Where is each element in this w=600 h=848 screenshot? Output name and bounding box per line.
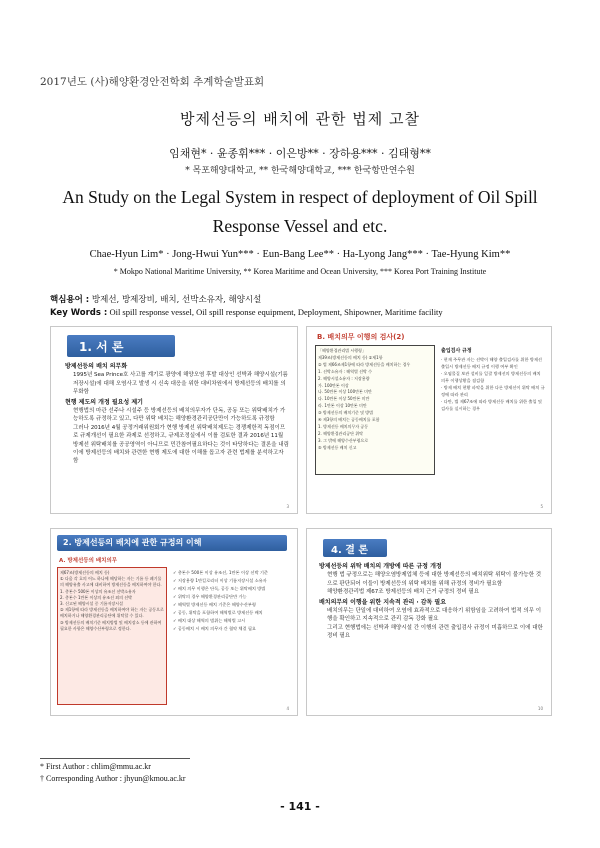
slide-page-number: 5 xyxy=(540,504,543,509)
page-number: - 141 - xyxy=(280,800,320,813)
inspection-notes xyxy=(441,347,545,412)
bullet-text: 현행법의 마관 선주나 시설주 등 방제선등의 배치의무자가 단독, 공동 또는 위탁배치가 가능하도록 규정하고 있고, 다만 위탁 배치는 해양환경관리공단만이 가능하도록 규정함 xyxy=(73,408,286,423)
note-line: ✓ 해역별 방제선등 배치 기준은 해양수산부령 xyxy=(173,602,256,607)
korean-authors: 임채현* · 윤종휘*** · 이은방** · 장하용*** · 김태형** xyxy=(169,147,431,160)
law-text-line: 제67조(방제선등의 배치 등) xyxy=(60,570,110,575)
law-text-line: 가. 100만톤 이상 xyxy=(318,382,349,388)
note-line: ✓ 배치 의무 이행은 단독, 공동 또는 위탁배치 방법 xyxy=(173,586,266,591)
notes-heading: 출입검사 규정 xyxy=(441,348,472,354)
notes-lines xyxy=(173,569,291,633)
law-text-line: ③ 방제선등의 배치기준 및 방법 xyxy=(318,410,374,416)
law-text-line: 「해양환경관리법 시행령」 xyxy=(318,348,366,353)
law-text-line: 3. 그 밖에 해양수산부령으로 xyxy=(318,437,369,443)
law-text-line: 제39조(방제선등의 배치 등) ①제1항 xyxy=(318,354,383,360)
note-line: · 방제 배치 현황 파악을 위한 다른 방제선이 위탁 배치 규정에 따라 관리 xyxy=(441,385,545,397)
law-text-lines xyxy=(60,570,164,632)
slide-title-box xyxy=(57,535,287,551)
slide-body xyxy=(319,563,545,641)
slide-title: B. 배치의무 이행의 검사(2) xyxy=(317,333,405,341)
note-line: ✓ 저장용량 1만킬로리터 이상 기름저장시설 소유자 xyxy=(173,578,267,583)
bullet-heading: 방제선등의 위탁 배치의 개방에 따른 규정 개정 xyxy=(319,563,442,570)
note-line: ✓ 공동, 위탁을 포함하여 해역별로 방제선등 배치 xyxy=(173,610,263,615)
bullet-text: 배치의무는 단일에 대비하여 오염에 효과적으로 대응하기 위함임을 고려하여 법적 의무 이행을 확인하고 지속적으로 관리 감독 강화 필요 xyxy=(327,608,542,623)
slide-title: 2. 방제선등의 배치에 관한 규정의 이해 xyxy=(63,538,202,547)
slide-inspection xyxy=(306,326,552,514)
law-text-line: ③ 방제선등의 배치기준 배치방법 및 배치장소 등에 관하여 필요한 사항은 해양수산부령으로 정한다. xyxy=(60,619,162,631)
law-text-line: ① 다음 각 호의 어느 하나에 해당하는 자는 기름 등 폐기물의 해양유출 사고에 대비하여 방제선등을 배치하여야 한다. xyxy=(60,576,162,588)
note-line: ✓ 공동배치 시 배치 의무자 간 협약 체결 필요 xyxy=(173,626,256,631)
korean-keywords-label: 핵심용어 : xyxy=(50,295,90,305)
korean-affiliations: * 목포해양대학교, ** 한국해양대학교, *** 한국항만연수원 xyxy=(185,166,415,176)
english-affiliations: * Mokpo National Maritime University, ** Korea Maritime and Ocean University, *** Korea Port Training Institute xyxy=(113,267,487,276)
korean-keywords xyxy=(50,293,261,305)
note-line: · 오염물질 보관 설비를 일괄 방제선의 방제선등의 배치 의무 이행상황을 점검함 xyxy=(441,371,541,383)
bullet-heading: 배치의무의 이행을 위한 지속적 관리 · 감독 필요 xyxy=(319,598,447,606)
bullet-text: 이에 방제선등의 배치와 관련한 현행 제도에 대한 이해를 돕고자 관련 법제를 분석하고자 함 xyxy=(73,450,284,465)
bullet-text: 해양환경관리법 제67조 방제선등의 배치 근거 규정의 정비 필요 xyxy=(327,589,480,596)
regulation-notes xyxy=(173,569,291,633)
slide-subtitle: A. 방제선등의 배치의무 xyxy=(59,558,118,564)
slide-title-box xyxy=(323,539,387,557)
law-text-line: 라. 1만톤 이상 10만톤 미만 xyxy=(318,403,367,409)
bullet-text: 1995년 Sea Prince호 사고를 계기로 광양에 해양오염 후발 대상인 선박과 해양시설(기름저장시설)에 대해 오염사고 발생 시 신속 대응을 위한 대비차원에서 방제선등의 배치를 의무화함 xyxy=(73,372,288,396)
english-keywords-text: Oil spill response vessel, Oil spill response equipment, Deployment, Shipowner, Maritime facility xyxy=(109,307,443,317)
law-text-lines xyxy=(318,348,432,452)
slide-conclusion xyxy=(306,528,552,716)
footnote-first-author: * First Author : chlim@mmu.ac.kr xyxy=(40,762,151,771)
bullet-text: 그리고 현행법에는 선박과 해양시설 간 이행의 관련 출입검사 규정이 미흡하므로 이에 대한 정비 필요 xyxy=(327,624,543,640)
note-line: ✓ 위탁의 경우 해양환경관리공단만 가능 xyxy=(173,594,247,599)
korean-title: 방제선등의 배치에 관한 법제 고찰 xyxy=(180,110,420,128)
law-text-line: ④ 제3항의 배치는 공동배치를 포함 xyxy=(318,417,380,423)
note-line: ✓ 총톤수 500톤 이상 유조선, 1만톤 이상 선박 기준 xyxy=(173,570,268,575)
slide-page-number: 3 xyxy=(286,504,289,509)
footnote-divider xyxy=(40,758,190,759)
english-title: An Study on the Legal System in respect of deployment of Oil Spill Response Vessel and etc. xyxy=(62,187,538,236)
korean-keywords-text: 방제선, 방제장비, 배치, 선박소유자, 해양시설 xyxy=(91,295,262,305)
slide-title: 1. 서 론 xyxy=(79,340,124,354)
english-keywords-label: Key Words : xyxy=(50,308,108,318)
slide-page-number: 10 xyxy=(537,706,543,711)
law-text-line: 1. 총톤수 500톤 이상의 유조선 선박소유자 xyxy=(60,588,136,594)
law-text-line: ② 법 제66조제1항에 따라 방제선등을 배치하는 경우 xyxy=(318,361,411,367)
law-text-line: ② 제1항에 따라 방제선등을 배치하여야 하는 자는 공동으로 배치하거나 해양환경관리공단에 위탁할 수 있다. xyxy=(60,607,164,619)
slide-body xyxy=(65,363,289,466)
english-keywords xyxy=(50,307,443,318)
notes-lines xyxy=(441,356,545,412)
bullet-heading: 방제선등의 배치 의무화 xyxy=(65,363,128,370)
slide-title-box xyxy=(67,335,175,357)
law-text-line: 2. 해양시설소유자 : 저장용량 xyxy=(318,375,370,381)
law-text-line: 3. 신고된 해양시설 중 기름저장시설 xyxy=(60,601,123,607)
law-text-line: 2. 해양환경관리공단 위탁 xyxy=(318,430,363,436)
footnote-corresponding-author: † Corresponding Author : jhyun@kmou.ac.kr xyxy=(40,774,186,783)
bullet-text: 그러나 2016년 4월 공정거래위원회가 현행 방제선 위탁배치제도는 경쟁제한적 독점이므로 규제개선이 필요한 과제로 선정하고, 규제조정실에서 이를 검토한 결과 2016년 11월 방제선 위탁배치를 공공영역이 아니므로 민간참여필요하다는 것이 타당하다는 결론을 내림 xyxy=(73,424,289,448)
note-line: · 다만, 법 제67조에 따라 방제선등 배치를 위한 출입 및 검사를 실시하는 경우 xyxy=(441,399,542,411)
law-text-box xyxy=(57,567,167,705)
conference-header: 2017년도 (사)해양환경안전학회 추계학술발표회 xyxy=(40,76,265,88)
law-text-line: 1. 방제선등 배치의무자 공동 xyxy=(318,423,369,429)
law-text-line: 2. 총톤수 1만톤 이상의 유조선 외의 선박 xyxy=(60,594,132,600)
slide-introduction xyxy=(50,326,298,514)
law-text-line: 나. 50만톤 이상 100만톤 미만 xyxy=(318,389,372,395)
slide-title: 4. 결 론 xyxy=(331,545,369,556)
bullet-text: 현행 법 규정으로는 해양오염방제업체 등에 대한 방제선등의 배치위탁 위탁이 불가능한 것으로 판단되어 이들이 방제선등의 위탁 배치를 위해 규정의 정비가 필요함 xyxy=(327,572,542,587)
law-text-line: 1. 선박소유자 : 해역별 선박 수 xyxy=(318,368,373,374)
note-line: ✓ 배치 대상 해역의 범위는 해역별 고시 xyxy=(173,618,246,623)
law-text-line: 다. 10만톤 이상 50만톤 미만 xyxy=(318,396,370,402)
law-text-line: ⑤ 방제선등 배치 신고 xyxy=(318,444,357,450)
slide-page-number: 4 xyxy=(286,706,289,711)
note-line: · 현재 주무관 자는 선박이 해양 출입검사를 위한 방제선 출입시 방제선등 배치 규정 이행 여부 확인 xyxy=(441,357,542,369)
english-authors: Chae-Hyun Lim* · Jong-Hwui Yun*** · Eun-Bang Lee** · Ha-Lyong Jang*** · Tae-Hyung Kim** xyxy=(89,249,511,260)
law-text-box xyxy=(315,345,435,475)
slide-regulation xyxy=(50,528,298,716)
bullet-heading: 현행 제도의 개정 필요성 제기 xyxy=(65,398,143,406)
